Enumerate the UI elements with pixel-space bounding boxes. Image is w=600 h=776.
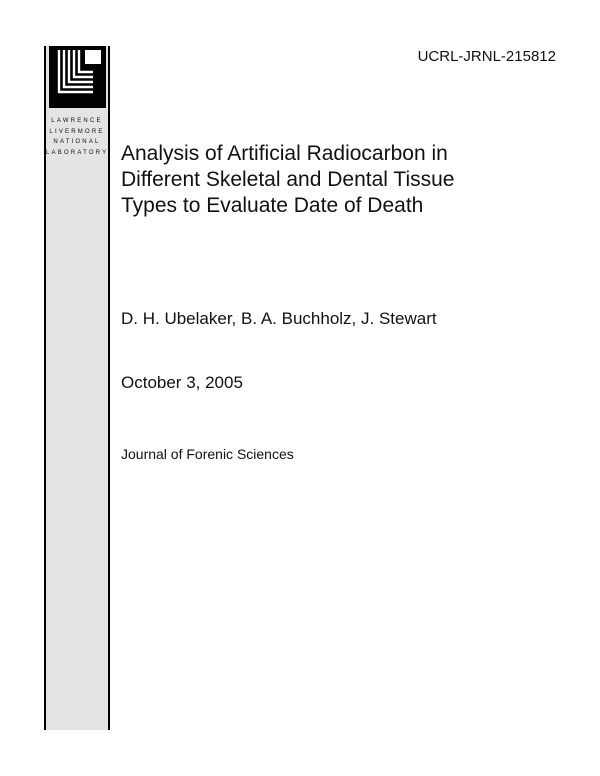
lab-name <box>46 116 108 158</box>
publication-date: October 3, 2005 <box>121 373 243 392</box>
journal-name: Journal of Forenic Sciences <box>121 446 294 462</box>
lab-name-line: LAWRENCE <box>51 118 103 124</box>
authors: D. H. Ubelaker, B. A. Buchholz, J. Stewart <box>121 309 437 328</box>
title-line: Analysis of Artificial Radiocarbon in <box>121 142 448 165</box>
report-number: UCRL-JRNL-215812 <box>417 48 556 65</box>
title-line: Different Skeletal and Dental Tissue <box>121 168 455 191</box>
lab-name-line: LIVERMORE <box>49 128 105 135</box>
document-title <box>121 141 541 219</box>
llnl-logo-icon <box>49 46 106 108</box>
title-line: Types to Evaluate Date of Death <box>121 194 424 217</box>
lab-name-line: NATIONAL <box>53 139 101 145</box>
llnl-logo-graphic <box>49 46 106 108</box>
lab-name-line: LABORATORY <box>46 149 109 156</box>
